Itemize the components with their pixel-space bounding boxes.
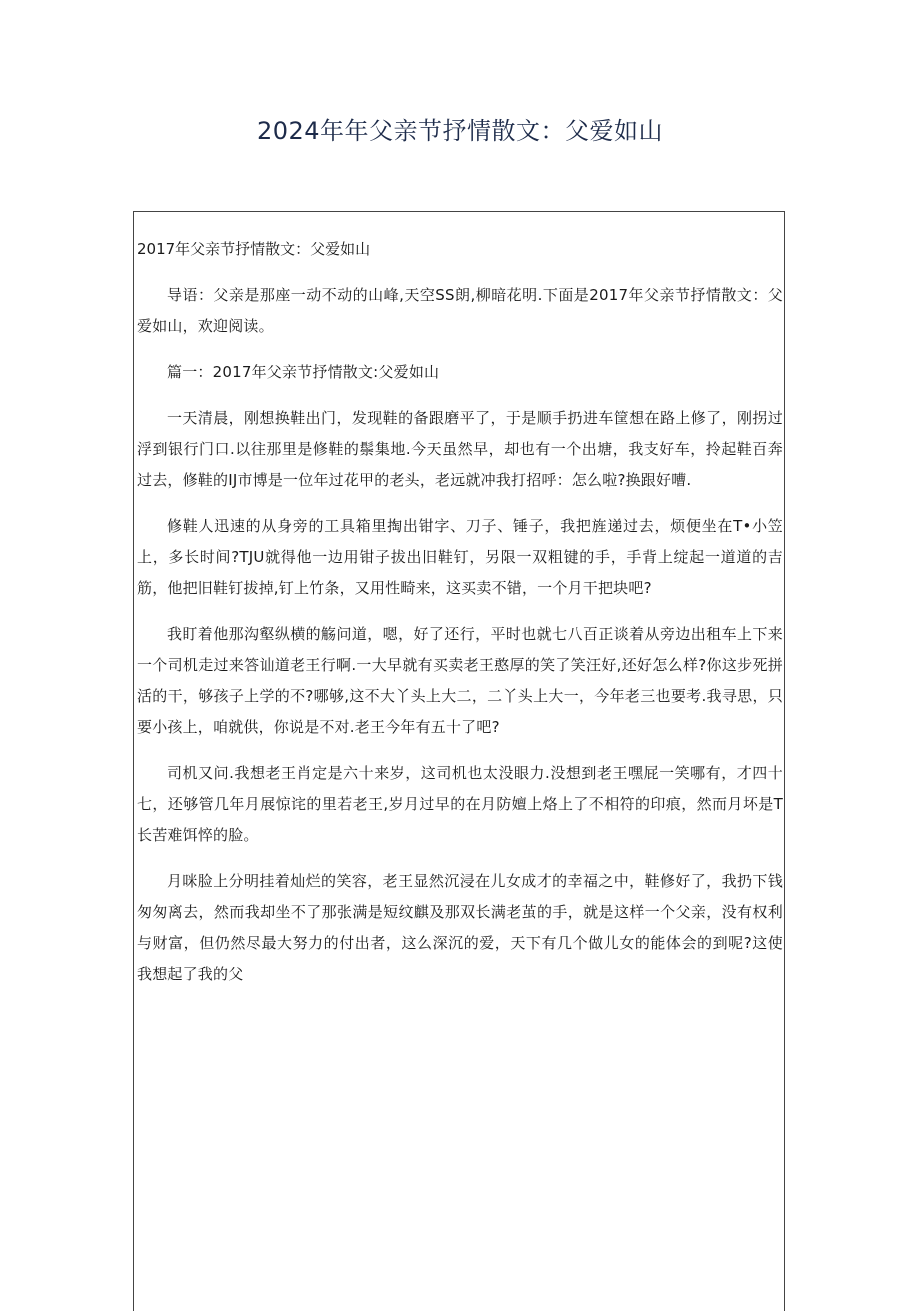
- content-frame: [133, 211, 785, 1311]
- section-heading: 篇一：2017年父亲节抒情散文:父爱如山: [167, 363, 440, 381]
- document-title: 2024年年父亲节抒情散文：父爱如山: [256, 117, 664, 145]
- body-paragraph: 修鞋人迅速的从身旁的工具箱里掏出钳字、刀子、锤子，我把旌递过去，烦便坐在T•小笠上，多长时间?TJU就得他一边用钳子拔出旧鞋钉，另限一双粗键的手，手背上绽起一道道的吉筋，他把旧鞋钉拔掉,钉上竹条，又用性畸来，这买卖不错，一个月干把块吧?: [137, 517, 783, 597]
- body-paragraph: 月咪脸上分明挂着灿烂的笑容，老王显然沉浸在儿女成才的幸福之中，鞋修好了，我扔下钱匆匆离去，然而我却坐不了那张满是短纹麒及那双长满老茧的手，就是这样一个父亲，没有权利与财富，但仍然尽最大努力的付出者，这么深沉的爱，天下有几个做儿女的能体会的到呢?这使我想起了我的父: [137, 872, 783, 983]
- body-paragraph: 我盯着他那沟壑纵横的觞问道，嗯，好了还行，平时也就七八百正谈着从旁边出租车上下来一个司机走过来答讪道老王行啊.一大早就有买卖老王憨厚的笑了笑汪好,还好怎么样?你这步死拼活的干，够孩子上学的不?哪够,这不大丫头上大二，二丫头上大一，今年老三也要考.我寻思，只要小孩上，咱就供，你说是不对.老王今年有五十了吧?: [137, 625, 783, 736]
- content-body: [137, 234, 783, 1005]
- intro-paragraph: 导语：父亲是那座一动不动的山峰,天空SS朗,柳暗花明.下面是2017年父亲节抒情散文：父爱如山，欢迎阅读。: [137, 286, 783, 335]
- article-heading: 2017年父亲节抒情散文：父爱如山: [137, 240, 371, 258]
- body-paragraph: 司机又问.我想老王肖定是六十来岁，这司机也太没眼力.没想到老王嘿屁一笑哪有，才四十七，还够管几年月展惊诧的里若老王,岁月过早的在月防嬗上烙上了不相符的印痕，然而月坏是T长苦难饵悴的脸。: [137, 764, 783, 844]
- body-paragraph: 一天清晨，刚想换鞋出门，发现鞋的备跟磨平了，于是顺手扔进车筐想在路上修了，刚拐过浮到银行门口.以往那里是修鞋的鬃集地.今天虽然早，却也有一个出塘，我支好车，拎起鞋百奔过去，修鞋的IJ市博是一位年过花甲的老头，老远就冲我打招呼：怎么啦?换跟好嘈.: [137, 409, 783, 489]
